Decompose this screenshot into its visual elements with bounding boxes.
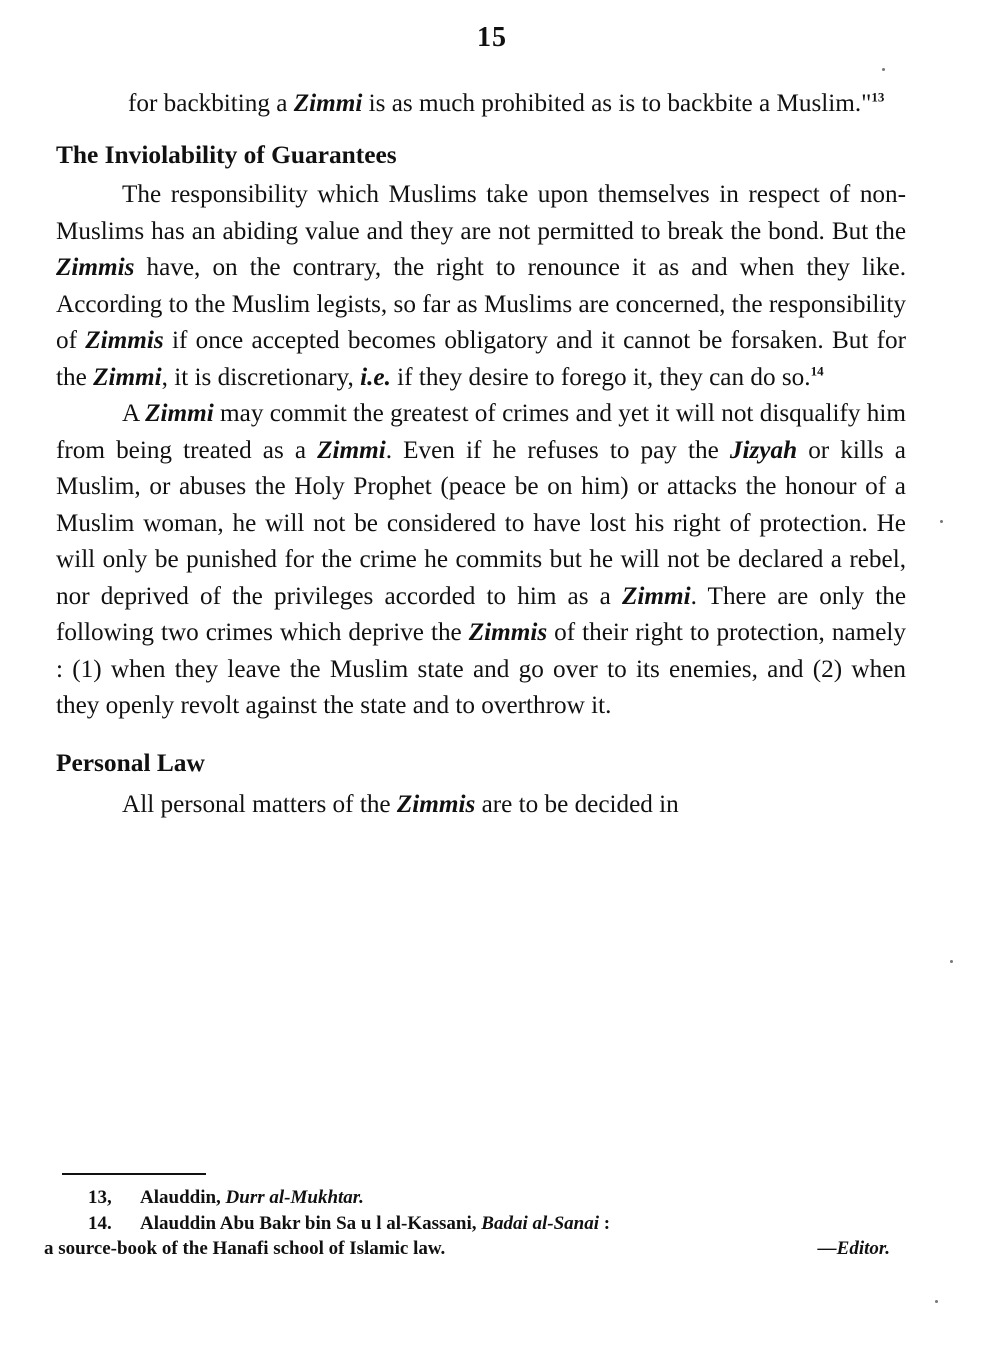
footnote-14-continued [44,1236,890,1262]
text-run: is as much prohibited as is to backbite a Muslim." [362,90,872,117]
italic-term: Jizyah [729,436,798,464]
text-run: if once accepted becomes obligatory and it cannot be forsaken. But for the [56,327,907,391]
paragraph-personal-law [56,787,906,824]
italic-term: i.e. [360,363,391,391]
footnote-title: Durr al-Mukhtar. [225,1187,364,1208]
editor-note: —Editor. [817,1238,890,1259]
text-run: A [122,400,146,427]
footnote-text: Alauddin, [140,1187,226,1208]
page-number: 15 [477,22,507,53]
scan-speck [882,68,885,71]
footnote-text: : [599,1212,611,1234]
scan-speck [950,960,953,963]
body-text [56,86,906,824]
footnotes [44,1185,890,1262]
footnote-number: 13, [88,1187,112,1208]
footnote-text: Alauddin Abu Bakr bin Sa u l al-Kassani, [140,1212,482,1234]
footnote-ref: 14 [810,363,824,379]
paragraph-guarantees [56,177,906,396]
scan-speck [935,1300,938,1303]
text-run: . Even if he refuses to pay the [385,436,730,464]
section-heading-personal-law: Personal Law [56,748,205,777]
text-run: . There are only the following two crimes which deprive the [56,582,907,646]
text-run: are to be decided in [475,791,679,818]
italic-term: Zimmi [145,400,214,427]
footnote-title: Badai al-Sanai [481,1212,600,1234]
italic-term: Zimmi [93,363,162,391]
italic-term: Zimmis [468,619,548,646]
italic-term: Zimmis [396,791,476,818]
text-run: for backbiting a [128,90,294,117]
footnote-14 [44,1211,890,1237]
paragraph-crimes [56,396,906,725]
text-run: may commit the greatest of crimes and yet it will not disqualify him from being treated as a [56,400,906,464]
section-heading-guarantees: The Inviolability of Guarantees [56,140,397,169]
paragraph-continued [56,86,906,123]
italic-term: Zimmi [622,582,691,610]
italic-term: Zimmi [293,90,363,117]
scan-speck [940,520,943,523]
text-run: or kills a Muslim, or abuses the Holy Prophet (peace be on him) or attacks the honour of a Muslim woman, he will not be considered to have lost his right of protection. He will only be punished for the crime he commits but he will not be declared a rebel, nor deprived of the privileges accorded to him as a [56,436,906,610]
footnote-ref: 13 [871,89,885,105]
text-run: if they desire to forego it, they can do so. [390,363,811,391]
italic-term: Zimmi [317,436,386,464]
text-run: All personal matters of the [122,791,397,818]
footnote-divider [62,1173,206,1175]
text-run: have, on the contrary, the right to renounce it as and when they like. According to the Muslim legists, so far as Muslims are concerned, the responsibility of [56,254,906,354]
text-run: , it is discretionary, [161,363,361,391]
italic-term: Zimmis [85,327,164,354]
footnote-text: a source-book of the Hanafi school of Islamic law. [44,1238,446,1259]
italic-term: Zimmis [56,254,135,281]
text-run: of their right to protection, namely : (1) when they leave the Muslim state and go over to its enemies, and (2) when they openly revolt against the state and to overthrow it. [56,619,906,719]
footnote-13 [44,1185,890,1211]
footnote-number: 14. [88,1212,112,1234]
text-run: The responsibility which Muslims take upon themselves in respect of non-Muslims has an abiding value and they are not permitted to break the bond. But the [56,181,906,245]
